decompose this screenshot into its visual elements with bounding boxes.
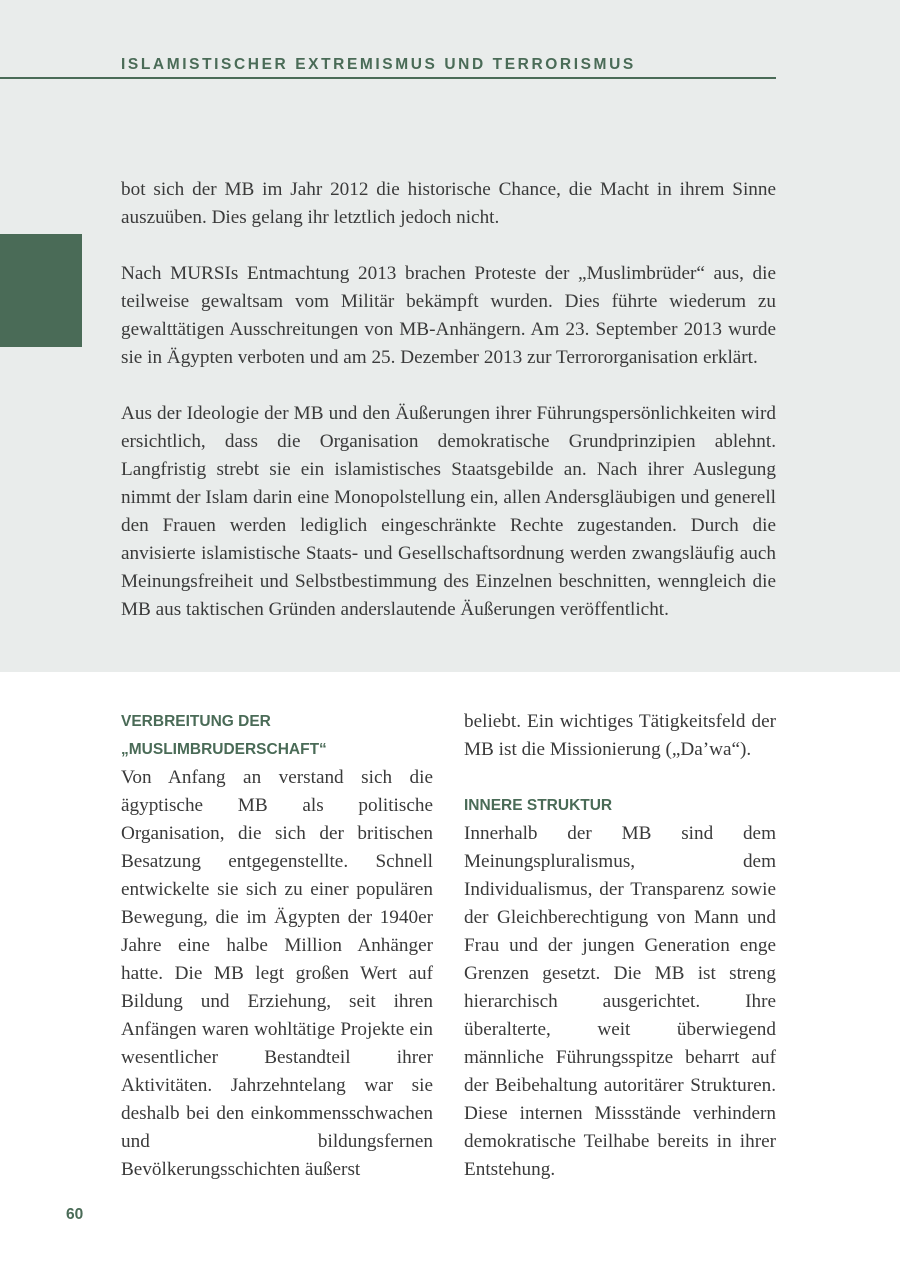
header-rule — [0, 77, 776, 79]
verbreitung-continuation: beliebt. Ein wichtiges Tätigkeitsfeld der MB ist die Missionierung („Da’wa“). — [464, 711, 776, 760]
section-heading-line-2: „MUSLIMBRUDERSCHAFT“ — [121, 741, 327, 758]
intro-paragraph-1: bot sich der MB im Jahr 2012 die historische Chance, die Macht in ihrem Sinne auszuüben. Dies gelang ihr letztlich jedoch nicht. — [121, 179, 776, 228]
intro-text-block — [121, 176, 776, 652]
page-number: 60 — [66, 1206, 84, 1223]
section-heading-innere-struktur: INNERE STRUKTUR — [464, 797, 613, 814]
section-heading-line-1: VERBREITUNG DER — [121, 713, 271, 730]
section-heading-verbreitung — [121, 708, 433, 764]
verbreitung-body: Von Anfang an verstand sich die ägyptische MB als politische Organisation, die sich der britischen Besatzung entgegenstellte. Schnell entwickelte sie sich zu einer populären Bewegung, die im Ägypten der 1940er Jahre eine halbe Million Anhänger hatte. Die MB legt großen Wert auf Bildung und Erziehung, seit ihren Anfängen waren wohltätige Projekte ein wesentlicher Bestandteil ihrer Aktivitäten. Jahrzehntelang war sie deshalb bei den einkommensschwachen und bildungsfernen Bevölkerungsschichten äußerst — [121, 767, 433, 1180]
paragraph-gap — [464, 764, 776, 792]
innere-struktur-body: Innerhalb der MB sind dem Meinungspluralismus, dem Individualismus, der Transparenz sowie der Gleichberechtigung von Mann und Frau und der jungen Generation enge Grenzen gesetzt. Die MB ist streng hierarchisch ausgerichtet. Ihre überalterte, weit überwiegend männliche Führungsspitze beharrt auf der Beibehaltung autoritärer Strukturen. Diese internen Missstände verhindern demokratische Teilhabe bereits in ihrer Entstehung. — [464, 823, 776, 1180]
chapter-side-tab — [0, 234, 82, 347]
intro-paragraph-3: Aus der Ideologie der MB und den Äußerungen ihrer Führungspersönlichkeiten wird ersichtlich, dass die Organisation demokratische Grundprinzipien ablehnt. Langfristig strebt sie ein islamistisches Staatsgebilde an. Nach ihrer Auslegung nimmt der Islam darin eine Monopolstellung ein, allen Andersgläubigen und generell den Frauen werden lediglich eingeschränkte Rechte zugestanden. Durch die anvisierte islamistische Staats- und Gesellschaftsordnung werden zwangsläufig auch Meinungsfreiheit und Selbstbestimmung des Einzelnen beschnitten, wenngleich die MB aus taktischen Gründen anderslautende Äußerungen veröffentlicht. — [121, 403, 776, 620]
running-header-title: ISLAMISTISCHER EXTREMISMUS UND TERRORISMUS — [121, 56, 636, 73]
intro-paragraph-2: Nach MURSIs Entmachtung 2013 brachen Proteste der „Muslimbrüder“ aus, die teilweise gewaltsam vom Militär bekämpft wurden. Dies führte wiederum zu gewalttätigen Ausschreitungen von MB-Anhängern. Am 23. September 2013 wurde sie in Ägypten verboten und am 25. Dezember 2013 zur Terrororganisation erklärt. — [121, 263, 776, 368]
left-column — [121, 708, 433, 1184]
right-column — [464, 708, 776, 1184]
